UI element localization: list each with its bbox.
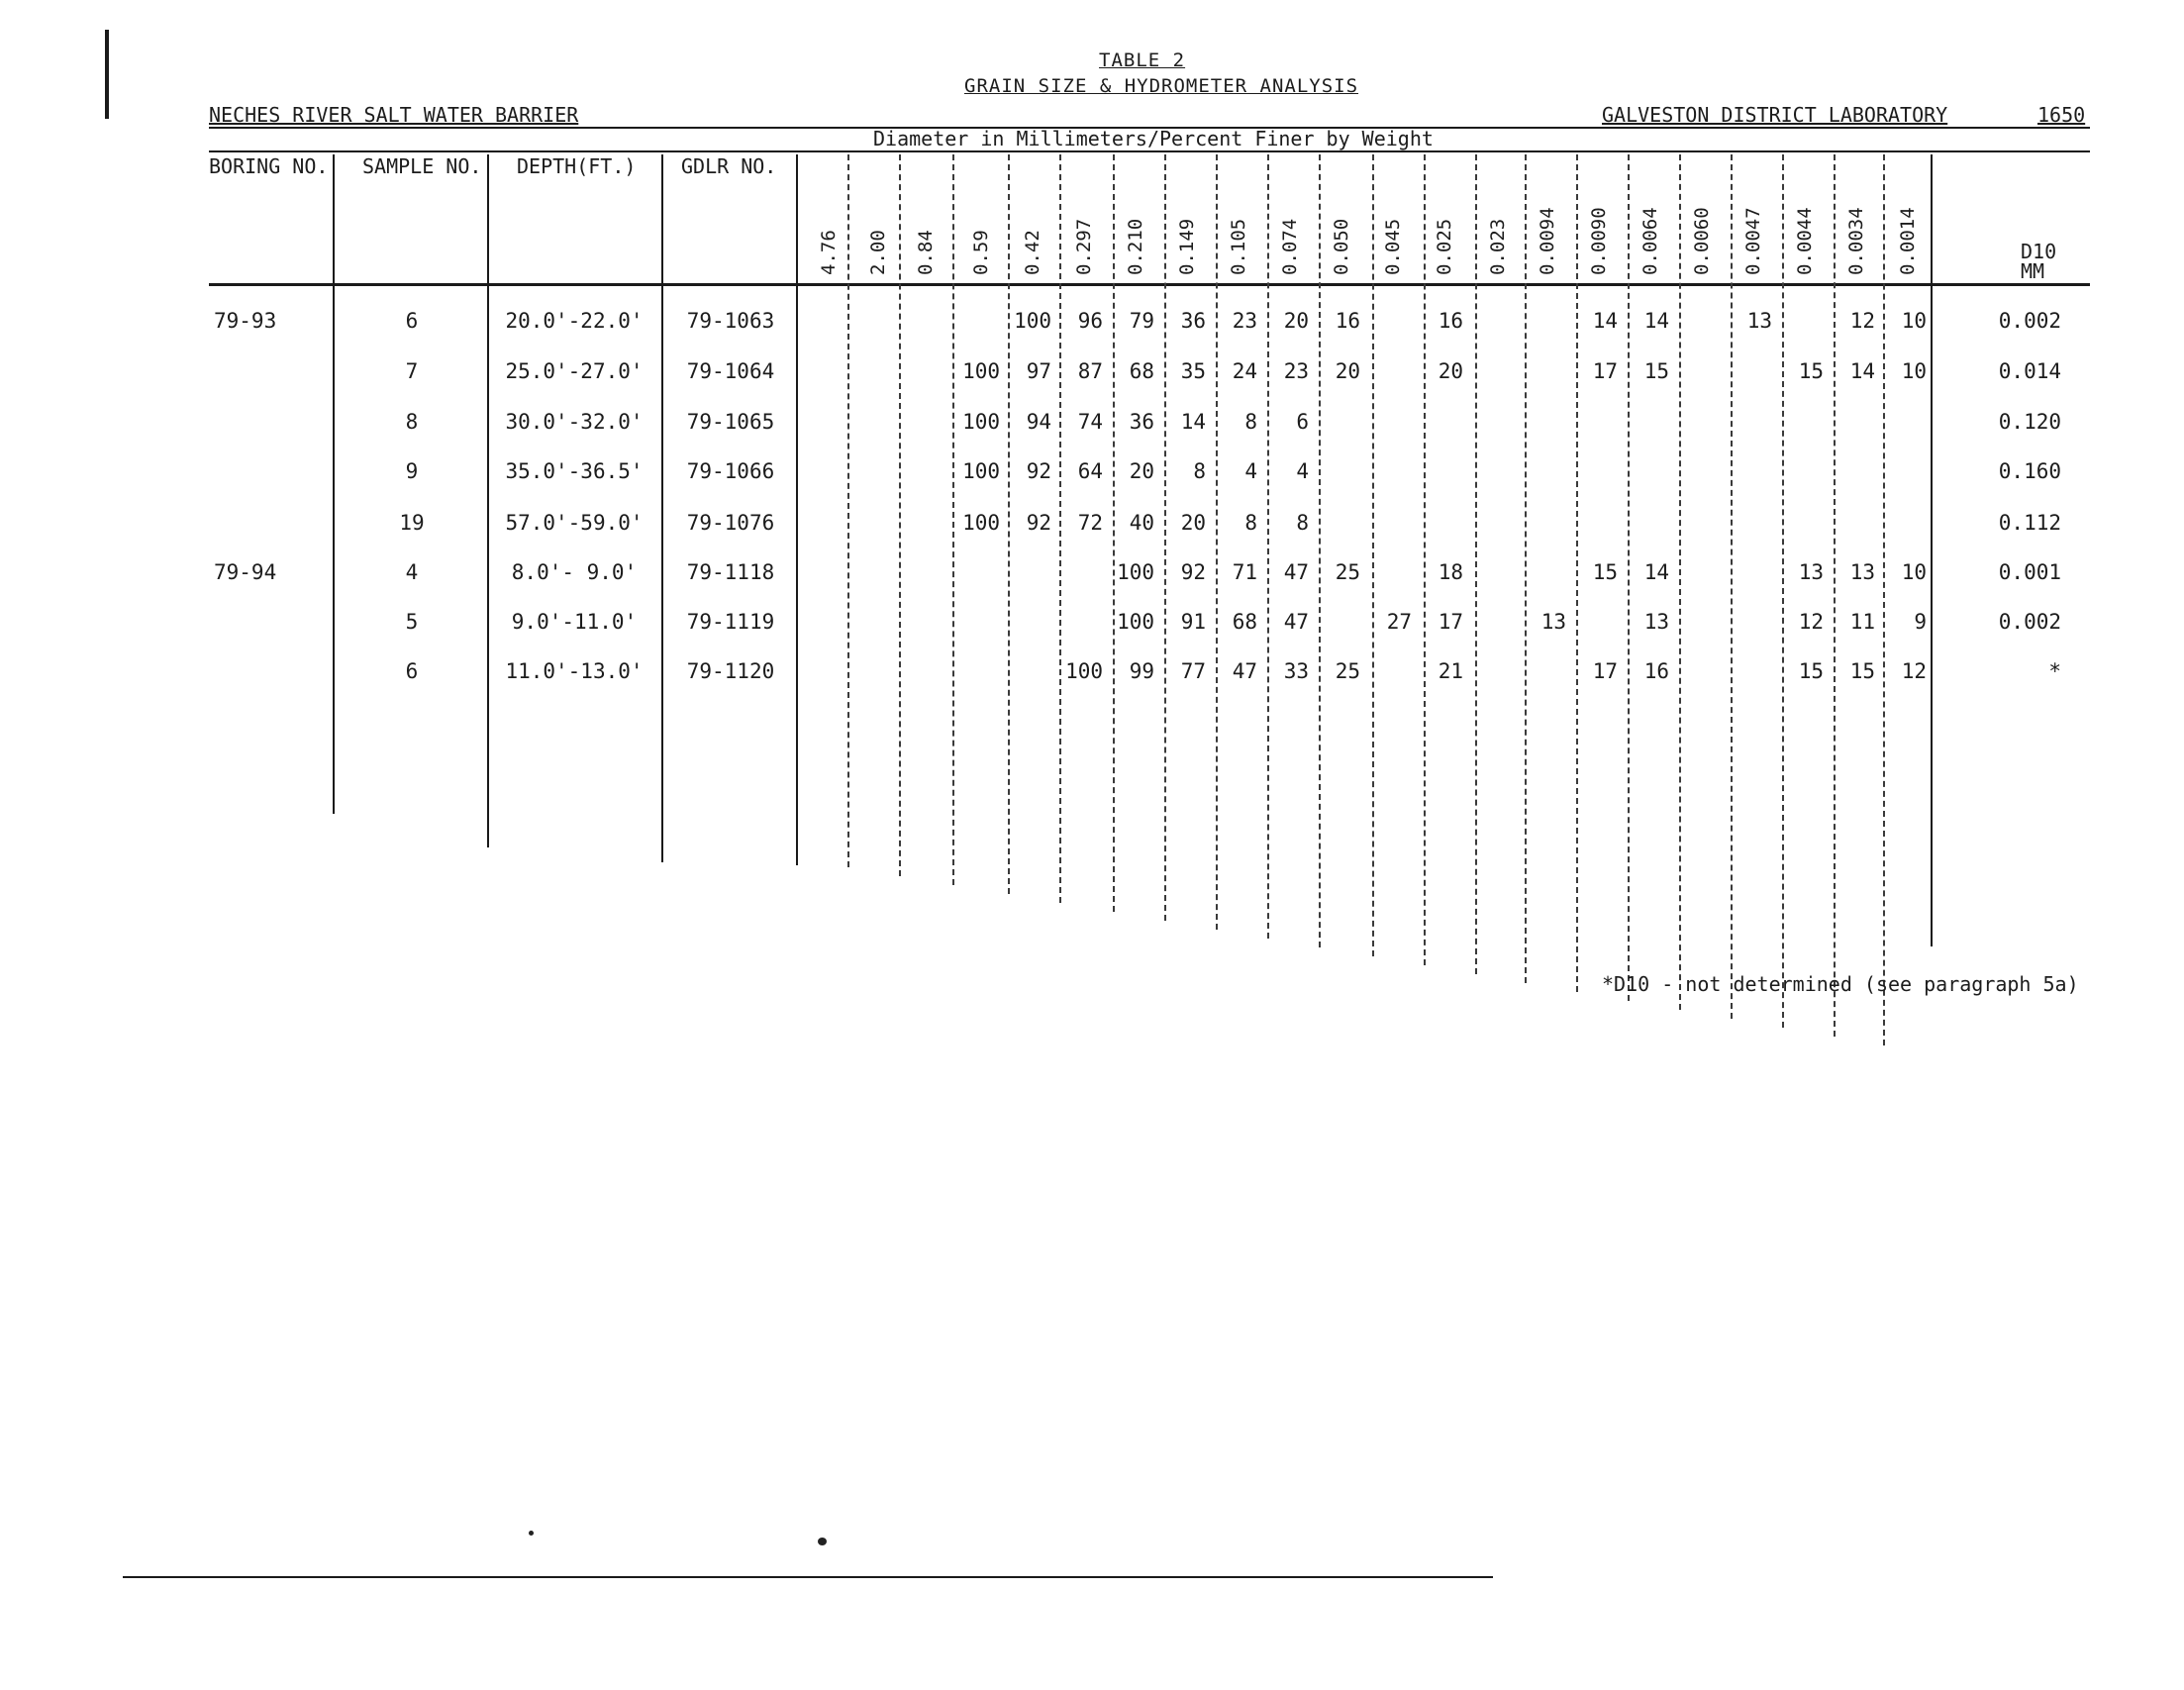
- percent-finer-value: 15: [1798, 659, 1824, 683]
- percent-finer-value: 12: [1798, 610, 1824, 634]
- percent-finer-value: 64: [1077, 459, 1103, 483]
- percent-finer-value: 10: [1901, 309, 1927, 333]
- percent-finer-value: 12: [1901, 659, 1927, 683]
- d10-value: *: [2048, 659, 2061, 683]
- percent-finer-value: 47: [1283, 610, 1309, 634]
- percent-finer-value: 13: [1643, 610, 1669, 634]
- percent-finer-value: 14: [1592, 309, 1618, 333]
- table-label: TABLE 2: [1099, 50, 1186, 71]
- percent-finer-value: 15: [1592, 560, 1618, 584]
- depth-range: 25.0'-27.0': [505, 359, 644, 383]
- percent-finer-value: 13: [1540, 610, 1566, 634]
- percent-finer-value: 100: [962, 511, 1000, 535]
- gdlr-number: 79-1076: [686, 511, 775, 535]
- percent-finer-value: 14: [1180, 410, 1206, 434]
- size-column-divider: [1883, 154, 1885, 1045]
- percent-finer-value: 13: [1798, 560, 1824, 584]
- depth-range: 20.0'-22.0': [505, 309, 644, 333]
- d10-value: 0.112: [1998, 511, 2061, 535]
- gdlr-number: 79-1065: [686, 410, 775, 434]
- percent-finer-value: 20: [1335, 359, 1360, 383]
- percent-finer-value: 15: [1849, 659, 1875, 683]
- percent-finer-value: 72: [1077, 511, 1103, 535]
- depth-range: 8.0'- 9.0': [511, 560, 638, 584]
- divider-gdlr-sizes: [796, 154, 798, 865]
- lab-code: 1650: [2037, 103, 2086, 127]
- percent-finer-value: 20: [1180, 511, 1206, 535]
- size-header: 0.045: [1382, 218, 1404, 275]
- size-header: 0.84: [915, 230, 937, 275]
- sample-number: 6: [405, 309, 419, 333]
- percent-finer-value: 94: [1026, 410, 1051, 434]
- gdlr-number: 79-1063: [686, 309, 775, 333]
- page-bottom-rule: [123, 1576, 1493, 1578]
- size-header: 0.0094: [1537, 207, 1558, 275]
- percent-finer-value: 47: [1283, 560, 1309, 584]
- percent-finer-value: 20: [1283, 309, 1309, 333]
- scan-speck: [529, 1531, 534, 1536]
- scan-edge-mark: [105, 30, 109, 119]
- percent-finer-value: 10: [1901, 560, 1927, 584]
- header-rule-bottom: [209, 283, 2090, 286]
- size-header: 0.074: [1279, 218, 1301, 275]
- size-header: 0.0060: [1691, 207, 1713, 275]
- percent-finer-value: 14: [1643, 560, 1669, 584]
- divider-depth-gdlr: [661, 154, 663, 862]
- gdlr-number: 79-1064: [686, 359, 775, 383]
- percent-finer-value: 17: [1592, 659, 1618, 683]
- percent-finer-value: 12: [1849, 309, 1875, 333]
- percent-finer-value: 21: [1438, 659, 1463, 683]
- percent-finer-value: 13: [1746, 309, 1772, 333]
- lab-name: GALVESTON DISTRICT LABORATORY: [1602, 103, 1948, 127]
- percent-finer-value: 35: [1180, 359, 1206, 383]
- table-subtitle: Diameter in Millimeters/Percent Finer by Weight: [873, 127, 1434, 150]
- percent-finer-value: 100: [1065, 659, 1103, 683]
- size-column-divider: [1319, 154, 1321, 947]
- percent-finer-value: 15: [1643, 359, 1669, 383]
- percent-finer-value: 77: [1180, 659, 1206, 683]
- column-header-gdlr: GDLR NO.: [681, 154, 777, 178]
- table-title: GRAIN SIZE & HYDROMETER ANALYSIS: [964, 75, 1359, 97]
- size-header: 0.0034: [1845, 207, 1867, 275]
- d10-value: 0.160: [1998, 459, 2061, 483]
- column-header-d10: D10: [2021, 240, 2057, 263]
- percent-finer-value: 100: [1014, 309, 1051, 333]
- percent-finer-value: 40: [1129, 511, 1154, 535]
- size-header: 0.0047: [1742, 207, 1764, 275]
- percent-finer-value: 27: [1386, 610, 1412, 634]
- sample-number: 9: [405, 459, 419, 483]
- column-header-depth: DEPTH(FT.): [517, 154, 637, 178]
- d10-value: 0.002: [1998, 309, 2061, 333]
- percent-finer-value: 17: [1438, 610, 1463, 634]
- size-header: 0.050: [1331, 218, 1352, 275]
- header-rule-mid: [209, 150, 2090, 152]
- gdlr-number: 79-1066: [686, 459, 775, 483]
- percent-finer-value: 10: [1901, 359, 1927, 383]
- percent-finer-value: 92: [1180, 560, 1206, 584]
- size-header: 0.105: [1228, 218, 1249, 275]
- percent-finer-value: 18: [1438, 560, 1463, 584]
- d10-value: 0.120: [1998, 410, 2061, 434]
- size-column-divider: [1782, 154, 1784, 1028]
- percent-finer-value: 8: [1244, 511, 1257, 535]
- size-column-divider: [847, 154, 849, 867]
- depth-range: 9.0'-11.0': [511, 610, 638, 634]
- size-header: 0.0014: [1897, 207, 1919, 275]
- percent-finer-value: 16: [1335, 309, 1360, 333]
- percent-finer-value: 100: [1117, 560, 1154, 584]
- divider-sizes-d10: [1931, 154, 1933, 946]
- percent-finer-value: 92: [1026, 459, 1051, 483]
- percent-finer-value: 97: [1026, 359, 1051, 383]
- column-header-boring: BORING NO.: [209, 154, 329, 178]
- percent-finer-value: 14: [1849, 359, 1875, 383]
- size-header: 0.0064: [1639, 207, 1661, 275]
- sample-number: 19: [399, 511, 425, 535]
- percent-finer-value: 23: [1283, 359, 1309, 383]
- boring-number: 79-94: [214, 560, 277, 584]
- percent-finer-value: 6: [1296, 410, 1309, 434]
- percent-finer-value: 79: [1129, 309, 1154, 333]
- percent-finer-value: 47: [1232, 659, 1257, 683]
- percent-finer-value: 20: [1129, 459, 1154, 483]
- size-column-divider: [1679, 154, 1681, 1010]
- percent-finer-value: 14: [1643, 309, 1669, 333]
- sample-number: 6: [405, 659, 419, 683]
- project-name: NECHES RIVER SALT WATER BARRIER: [209, 103, 579, 127]
- percent-finer-value: 92: [1026, 511, 1051, 535]
- percent-finer-value: 20: [1438, 359, 1463, 383]
- percent-finer-value: 74: [1077, 410, 1103, 434]
- percent-finer-value: 99: [1129, 659, 1154, 683]
- divider-boring-sample: [333, 154, 335, 814]
- percent-finer-value: 71: [1232, 560, 1257, 584]
- column-header-d10-unit: MM: [2021, 259, 2045, 283]
- sample-number: 4: [405, 560, 419, 584]
- scan-speck: [818, 1538, 827, 1545]
- size-header: 0.59: [970, 230, 992, 275]
- size-column-divider: [1525, 154, 1527, 983]
- size-column-divider: [1731, 154, 1733, 1019]
- size-header: 0.149: [1176, 218, 1198, 275]
- percent-finer-value: 100: [962, 359, 1000, 383]
- size-header: 4.76: [818, 230, 840, 275]
- percent-finer-value: 8: [1244, 410, 1257, 434]
- size-header: 0.297: [1073, 218, 1095, 275]
- percent-finer-value: 91: [1180, 610, 1206, 634]
- d10-value: 0.014: [1998, 359, 2061, 383]
- depth-range: 30.0'-32.0': [505, 410, 644, 434]
- percent-finer-value: 17: [1592, 359, 1618, 383]
- percent-finer-value: 96: [1077, 309, 1103, 333]
- size-header: 0.210: [1125, 218, 1146, 275]
- percent-finer-value: 4: [1296, 459, 1309, 483]
- sample-number: 8: [405, 410, 419, 434]
- percent-finer-value: 9: [1914, 610, 1927, 634]
- percent-finer-value: 23: [1232, 309, 1257, 333]
- percent-finer-value: 16: [1643, 659, 1669, 683]
- size-column-divider: [1164, 154, 1166, 921]
- percent-finer-value: 68: [1232, 610, 1257, 634]
- percent-finer-value: 100: [1117, 610, 1154, 634]
- percent-finer-value: 87: [1077, 359, 1103, 383]
- percent-finer-value: 36: [1180, 309, 1206, 333]
- gdlr-number: 79-1119: [686, 610, 775, 634]
- percent-finer-value: 11: [1849, 610, 1875, 634]
- d10-value: 0.002: [1998, 610, 2061, 634]
- depth-range: 57.0'-59.0': [505, 511, 644, 535]
- footnote: *D10 - not determined (see paragraph 5a): [1602, 972, 2079, 996]
- size-column-divider: [1267, 154, 1269, 939]
- sample-number: 5: [405, 610, 419, 634]
- divider-sample-depth: [487, 154, 489, 847]
- size-column-divider: [1372, 154, 1374, 956]
- percent-finer-value: 15: [1798, 359, 1824, 383]
- d10-value: 0.001: [1998, 560, 2061, 584]
- size-header: 0.0090: [1588, 207, 1610, 275]
- percent-finer-value: 68: [1129, 359, 1154, 383]
- size-column-divider: [1216, 154, 1218, 930]
- percent-finer-value: 100: [962, 410, 1000, 434]
- size-header: 0.42: [1022, 230, 1043, 275]
- size-column-divider: [1475, 154, 1477, 974]
- percent-finer-value: 16: [1438, 309, 1463, 333]
- percent-finer-value: 33: [1283, 659, 1309, 683]
- size-column-divider: [1834, 154, 1836, 1037]
- size-header: 0.0044: [1794, 207, 1816, 275]
- percent-finer-value: 25: [1335, 659, 1360, 683]
- column-header-sample: SAMPLE NO.: [362, 154, 482, 178]
- percent-finer-value: 8: [1296, 511, 1309, 535]
- gdlr-number: 79-1120: [686, 659, 775, 683]
- size-header: 0.023: [1487, 218, 1509, 275]
- depth-range: 35.0'-36.5': [505, 459, 644, 483]
- size-column-divider: [899, 154, 901, 876]
- percent-finer-value: 4: [1244, 459, 1257, 483]
- percent-finer-value: 25: [1335, 560, 1360, 584]
- boring-number: 79-93: [214, 309, 277, 333]
- size-header: 2.00: [867, 230, 889, 275]
- percent-finer-value: 100: [962, 459, 1000, 483]
- percent-finer-value: 13: [1849, 560, 1875, 584]
- percent-finer-value: 8: [1193, 459, 1206, 483]
- size-header: 0.025: [1434, 218, 1455, 275]
- percent-finer-value: 36: [1129, 410, 1154, 434]
- sample-number: 7: [405, 359, 419, 383]
- gdlr-number: 79-1118: [686, 560, 775, 584]
- percent-finer-value: 24: [1232, 359, 1257, 383]
- depth-range: 11.0'-13.0': [505, 659, 644, 683]
